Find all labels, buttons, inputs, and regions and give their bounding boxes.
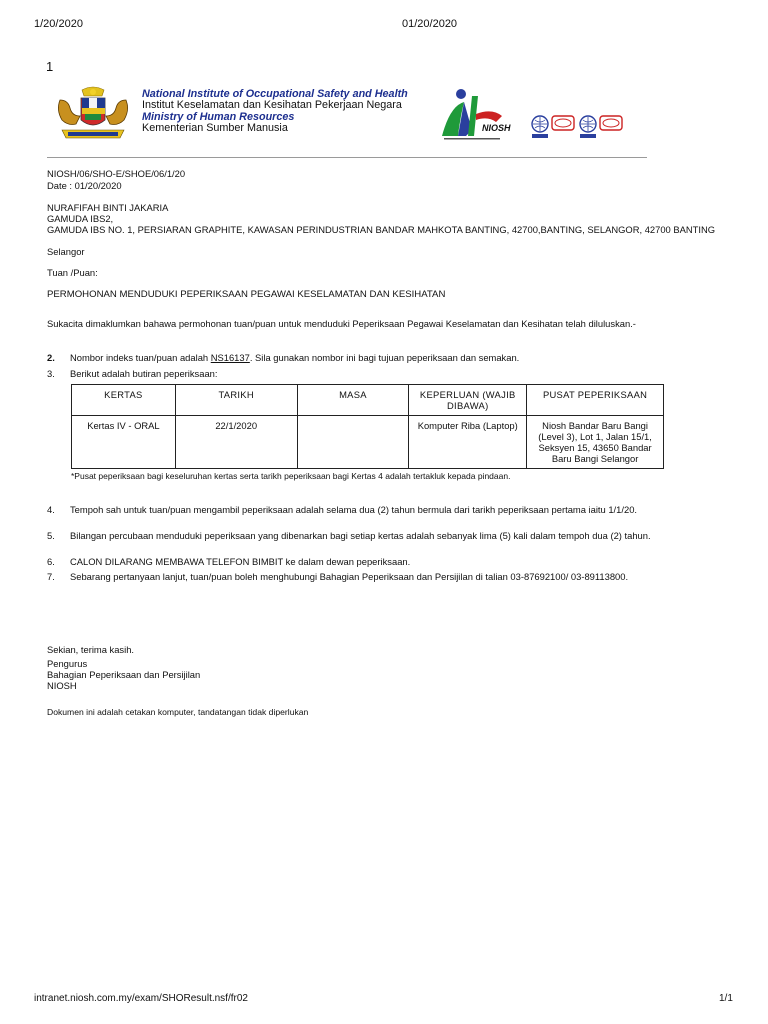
list-item-text xyxy=(70,352,653,363)
footer-page-count: 1/1 xyxy=(719,993,733,1004)
recipient-address: GAMUDA IBS NO. 1, PERSIARAN GRAPHITE, KAWASAN PERINDUSTRIAN BANDAR MAHKOTA BANTING, 42700,BANTING, SELANGOR, 42700 BANTING xyxy=(47,224,716,235)
list-item-number: 3. xyxy=(47,368,55,379)
list-item-text: Tempoh sah untuk tuan/puan mengambil peperiksaan adalah selama dua (2) tahun bermula dari tarikh peperiksaan pertama iaitu 1/1/20. xyxy=(70,504,638,515)
cell-tarikh: 22/1/2020 xyxy=(175,416,297,469)
exam-details-table xyxy=(71,384,664,469)
reference-number: NIOSH/06/SHO-E/SHOE/06/1/20 xyxy=(47,168,186,179)
list-item-text: Berikut adalah butiran peperiksaan: xyxy=(70,368,218,379)
list-item-number: 7. xyxy=(47,571,55,582)
ministry-name-en: Ministry of Human Resources xyxy=(142,111,295,123)
print-date-left: 1/20/2020 xyxy=(34,18,83,30)
page-number: 1 xyxy=(46,59,54,74)
letter-subject: PERMOHONAN MENDUDUKI PEPERIKSAAN PEGAWAI KESELAMATAN DAN KESIHATAN xyxy=(47,289,446,300)
list-item-number: 4. xyxy=(47,504,55,515)
index-text-after: . Sila gunakan nombor ini bagi tujuan peperiksaan dan semakan. xyxy=(249,352,520,363)
list-item-number: 6. xyxy=(47,556,55,567)
list-item-number: 2. xyxy=(47,352,55,363)
cell-masa xyxy=(297,416,409,469)
column-header-keperluan: KEPERLUAN (WAJIB DIBAWA) xyxy=(409,385,527,416)
letter-date: Date : 01/20/2020 xyxy=(47,180,122,191)
list-item-text: CALON DILARANG MEMBAWA TELEFON BIMBIT ke dalam dewan peperiksaan. xyxy=(70,556,411,567)
recipient-state: Selangor xyxy=(47,246,85,257)
list-item-text: Sebarang pertanyaan lanjut, tuan/puan boleh menghubungi Bahagian Peperiksaan dan Persijilan di talian 03-87692100/ 03-89113800. xyxy=(70,571,629,582)
computer-generated-disclaimer: Dokumen ini adalah cetakan komputer, tandatangan tidak diperlukan xyxy=(47,707,309,717)
table-header-row xyxy=(72,385,664,416)
signatory-title: Pengurus xyxy=(47,658,88,669)
signatory-department: Bahagian Peperiksaan dan Persijilan xyxy=(47,669,201,680)
column-header-pusat: PUSAT PEPERIKSAAN xyxy=(527,385,664,416)
index-text-before: Nombor indeks tuan/puan adalah xyxy=(70,352,211,363)
cell-keperluan: Komputer Riba (Laptop) xyxy=(409,416,527,469)
list-item-number: 5. xyxy=(47,530,55,541)
coat-of-arms-logo xyxy=(52,86,134,142)
approval-paragraph: Sukacita dimaklumkan bahawa permohonan tuan/puan untuk menduduki Peperiksaan Pegawai Keselamatan dan Kesihatan telah diluluskan.- xyxy=(47,318,636,329)
print-date-center: 01/20/2020 xyxy=(402,18,458,30)
institution-name-en: National Institute of Occupational Safety and Health xyxy=(142,88,408,100)
niosh-logo-text: NIOSH xyxy=(482,123,511,133)
header-divider xyxy=(47,157,647,158)
cell-pusat: Niosh Bandar Baru Bangi (Level 3), Lot 1, Jalan 15/1, Seksyen 15, 43650 Bandar Baru Bangi Selangor xyxy=(527,416,664,469)
table-footnote: *Pusat peperiksaan bagi keseluruhan kertas serta tarikh peperiksaan bagi Kertas 4 adalah tertakluk kepada pindaan. xyxy=(71,471,511,481)
certification-logos xyxy=(530,112,624,140)
recipient-name: NURAFIFAH BINTI JAKARIA xyxy=(47,202,169,213)
institution-name-ms: Institut Keselamatan dan Kesihatan Pekerjaan Negara xyxy=(142,99,402,111)
footer-url: intranet.niosh.com.my/exam/SHOResult.nsf/fr02 xyxy=(34,993,248,1004)
index-number: NS16137 xyxy=(210,352,250,363)
recipient-company: GAMUDA IBS2, xyxy=(47,213,114,224)
ministry-name-ms: Kementerian Sumber Manusia xyxy=(142,122,288,134)
list-item-text: Bilangan percubaan menduduki peperiksaan yang dibenarkan bagi setiap kertas adalah sebanyak lima (5) kali dalam tempoh dua (2) tahun. xyxy=(70,530,651,541)
column-header-tarikh: TARIKH xyxy=(175,385,297,416)
column-header-kertas: KERTAS xyxy=(72,385,176,416)
closing-line: Sekian, terima kasih. xyxy=(47,644,135,655)
salutation: Tuan /Puan: xyxy=(47,267,98,278)
table-row xyxy=(72,416,664,469)
niosh-logo xyxy=(436,84,526,142)
column-header-masa: MASA xyxy=(297,385,409,416)
signatory-organisation: NIOSH xyxy=(47,680,77,691)
cell-kertas: Kertas IV - ORAL xyxy=(72,416,176,469)
